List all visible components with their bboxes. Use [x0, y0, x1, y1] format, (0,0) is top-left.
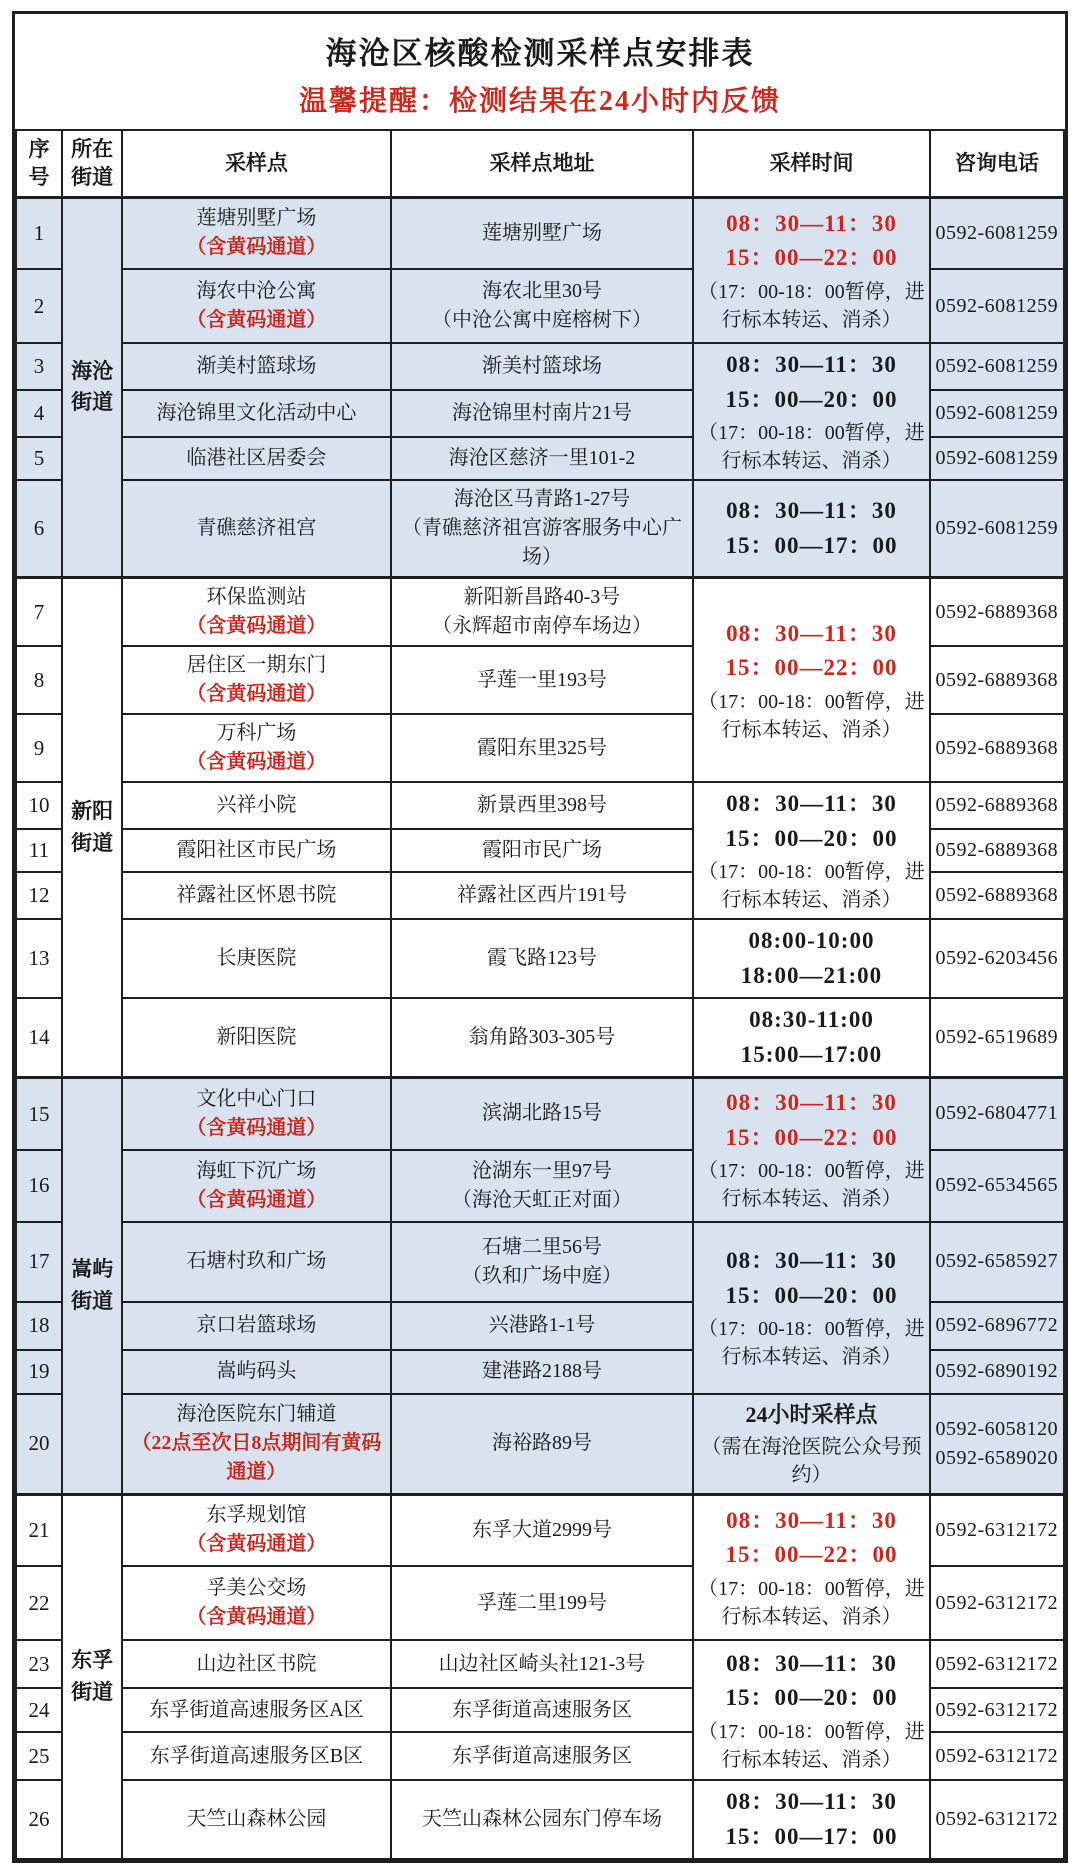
sampling-time: 08：30—11：30 15：00—17：00: [693, 1780, 929, 1859]
sampling-time: 08：30—11：30 15：00—20：00 （17：00-18：00暂停，进行标本转运、消杀）: [693, 1222, 929, 1394]
phone-number: 0592-6896772: [930, 1302, 1064, 1350]
phone-number: 0592-6312172: [930, 1494, 1064, 1566]
row-number: 13: [16, 919, 62, 998]
row-number: 23: [16, 1640, 62, 1688]
sampling-time: 08：30—11：30 15：00—22：00 （17：00-18：00暂停，进行标本转运、消杀）: [693, 1494, 929, 1640]
row-number: 21: [16, 1494, 62, 1566]
page-title: 海沧区核酸检测采样点安排表: [325, 36, 755, 71]
site-name: 海虹下沉广场 （含黄码通道）: [122, 1150, 391, 1222]
yellow-code-note: （含黄码通道）: [186, 1116, 327, 1139]
col-header-time: 采样时间: [693, 130, 929, 197]
site-name: 环保监测站 （含黄码通道）: [122, 578, 391, 647]
phone-number: 0592-6804771: [930, 1078, 1064, 1150]
notice-subtitle: 温馨提醒：检测结果在24小时内反馈: [298, 86, 781, 117]
site-address: 山边社区崎头社121-3号: [391, 1640, 694, 1688]
site-address: 海沧区马青路1-27号 （青礁慈济祖宫游客服务中心广场）: [391, 480, 694, 578]
sampling-time: 08：30—11：30 15：00—20：00 （17：00-18：00暂停，进行标本转运、消杀）: [693, 782, 929, 919]
phone-number: 0592-6312172: [930, 1688, 1064, 1732]
col-header-address: 采样点地址: [391, 130, 694, 197]
street-group-label: 东孚街道: [62, 1494, 122, 1859]
sampling-table: [15, 129, 1065, 1860]
site-name: 临港社区居委会: [122, 437, 391, 480]
time-suspend-note: （17：00-18：00暂停，进行标本转运、消杀）: [698, 861, 925, 912]
street-group-label: 海沧街道: [62, 197, 122, 578]
yellow-code-note: （含黄码通道）: [186, 751, 327, 774]
table-row: [16, 578, 1064, 647]
table-row: [16, 919, 1064, 998]
site-name: 海农中沧公寓 （含黄码通道）: [122, 269, 391, 343]
yellow-code-note: （含黄码通道）: [186, 309, 327, 332]
site-name: 兴祥小院: [122, 782, 391, 829]
phone-number: 0592-6312172: [930, 1732, 1064, 1780]
table-row: [16, 1780, 1064, 1859]
table-row: [16, 1494, 1064, 1566]
site-address: 海沧区慈济一里101-2: [391, 437, 694, 480]
yellow-code-note: （含黄码通道）: [186, 1188, 327, 1211]
row-number: 22: [16, 1566, 62, 1640]
row-number: 8: [16, 646, 62, 714]
site-name: 山边社区书院: [122, 1640, 391, 1688]
site-name: 万科广场 （含黄码通道）: [122, 714, 391, 782]
site-address: 天竺山森林公园东门停车场: [391, 1780, 694, 1859]
yellow-code-note: （含黄码通道）: [186, 683, 327, 706]
phone-number: 0592-6081259: [930, 269, 1064, 343]
col-header-no: 序号: [16, 130, 62, 197]
site-address: 海农北里30号 （中沧公寓中庭榕树下）: [391, 269, 694, 343]
row-number: 4: [16, 390, 62, 437]
phone-number: 0592-6889368: [930, 578, 1064, 647]
site-address: 霞阳东里325号: [391, 714, 694, 782]
site-name: 长庚医院: [122, 919, 391, 998]
site-address: 东孚街道高速服务区: [391, 1732, 694, 1780]
table-row: [16, 1394, 1064, 1494]
site-name: 渐美村篮球场: [122, 343, 391, 390]
phone-number: 0592-6081259: [930, 480, 1064, 578]
phone-number: 0592-6889368: [930, 782, 1064, 829]
time-suspend-note: （17：00-18：00暂停，进行标本转运、消杀）: [698, 280, 925, 331]
row-number: 12: [16, 872, 62, 919]
site-address: 东孚大道2999号: [391, 1494, 694, 1566]
site-address: 建港路2188号: [391, 1350, 694, 1394]
phone-number: 0592-6889368: [930, 829, 1064, 872]
row-number: 1: [16, 197, 62, 269]
row-number: 2: [16, 269, 62, 343]
row-number: 9: [16, 714, 62, 782]
table-row: [16, 480, 1064, 578]
row-number: 14: [16, 998, 62, 1078]
phone-number: 0592-6890192: [930, 1350, 1064, 1394]
table-row: [16, 343, 1064, 390]
phone-number: 0592-6312172: [930, 1640, 1064, 1688]
site-name: 海沧锦里文化活动中心: [122, 390, 391, 437]
site-address: 孚莲二里199号: [391, 1566, 694, 1640]
row-number: 17: [16, 1222, 62, 1302]
site-name: 天竺山森林公园: [122, 1780, 391, 1859]
site-address: 新阳新昌路40-3号 （永辉超市南停车场边）: [391, 578, 694, 647]
site-address: 石塘二里56号 （玖和广场中庭）: [391, 1222, 694, 1302]
phone-number: 0592-6889368: [930, 714, 1064, 782]
yellow-code-note: （含黄码通道）: [186, 615, 327, 638]
table-row: [16, 1222, 1064, 1302]
site-address: 新景西里398号: [391, 782, 694, 829]
site-name: 孚美公交场 （含黄码通道）: [122, 1566, 391, 1640]
table-row: [16, 998, 1064, 1078]
sampling-time: 08:00-10:00 18:00—21:00: [693, 919, 929, 998]
table-row: [16, 782, 1064, 829]
row-number: 26: [16, 1780, 62, 1859]
sampling-time: 08:30-11:00 15:00—17:00: [693, 998, 929, 1078]
row-number: 16: [16, 1150, 62, 1222]
site-address: 东孚街道高速服务区: [391, 1688, 694, 1732]
street-group-label: 新阳街道: [62, 578, 122, 1078]
phone-number: 0592-6889368: [930, 872, 1064, 919]
col-header-street: 所在街道: [62, 130, 122, 197]
site-name: 文化中心门口 （含黄码通道）: [122, 1078, 391, 1150]
site-address: 沧湖东一里97号 （海沧天虹正对面）: [391, 1150, 694, 1222]
sampling-time: 08：30—11：30 15：00—22：00 （17：00-18：00暂停，进行标本转运、消杀）: [693, 1078, 929, 1222]
phone-number: 0592-6058120 0592-6589020: [930, 1394, 1064, 1494]
site-address: 霞飞路123号: [391, 919, 694, 998]
phone-number: 0592-6312172: [930, 1780, 1064, 1859]
site-name: 海沧医院东门辅道 （22点至次日8点期间有黄码通道）: [122, 1394, 391, 1494]
site-name: 居住区一期东门 （含黄码通道）: [122, 646, 391, 714]
row-number: 5: [16, 437, 62, 480]
time-suspend-note: （17：00-18：00暂停，进行标本转运、消杀）: [698, 1160, 925, 1211]
phone-number: 0592-6081259: [930, 343, 1064, 390]
phone-number: 0592-6889368: [930, 646, 1064, 714]
site-address: 莲塘别墅广场: [391, 197, 694, 269]
yellow-code-note: （22点至次日8点期间有黄码通道）: [131, 1432, 382, 1484]
site-name: 京口岩篮球场: [122, 1302, 391, 1350]
site-address: 翁角路303-305号: [391, 998, 694, 1078]
site-address: 霞阳市民广场: [391, 829, 694, 872]
row-number: 15: [16, 1078, 62, 1150]
site-name: 莲塘别墅广场 （含黄码通道）: [122, 197, 391, 269]
header-row: [16, 130, 1064, 197]
row-number: 25: [16, 1732, 62, 1780]
yellow-code-note: （含黄码通道）: [186, 1533, 327, 1556]
sampling-time: 08：30—11：30 15：00—20：00 （17：00-18：00暂停，进行标本转运、消杀）: [693, 343, 929, 480]
appointment-note: （需在海沧医院公众号预约）: [701, 1435, 922, 1486]
row-number: 18: [16, 1302, 62, 1350]
row-number: 19: [16, 1350, 62, 1394]
phone-number: 0592-6081259: [930, 197, 1064, 269]
yellow-code-note: （含黄码通道）: [186, 1606, 327, 1629]
phone-number: 0592-6312172: [930, 1566, 1064, 1640]
site-address: 祥露社区西片191号: [391, 872, 694, 919]
site-name: 青礁慈济祖宫: [122, 480, 391, 578]
time-suspend-note: （17：00-18：00暂停，进行标本转运、消杀）: [698, 1577, 925, 1628]
time-suspend-note: （17：00-18：00暂停，进行标本转运、消杀）: [698, 1318, 925, 1369]
sampling-time: 24小时采样点 （需在海沧医院公众号预约）: [693, 1394, 929, 1494]
notice-sheet: [12, 11, 1068, 1863]
phone-number: 0592-6081259: [930, 437, 1064, 480]
table-row: [16, 197, 1064, 269]
time-suspend-note: （17：00-18：00暂停，进行标本转运、消杀）: [698, 422, 925, 473]
site-name: 祥露社区怀恩书院: [122, 872, 391, 919]
row-number: 11: [16, 829, 62, 872]
site-address: 渐美村篮球场: [391, 343, 694, 390]
site-name: 嵩屿码头: [122, 1350, 391, 1394]
sampling-time: 08：30—11：30 15：00—20：00 （17：00-18：00暂停，进行标本转运、消杀）: [693, 1640, 929, 1780]
phone-number: 0592-6203456: [930, 919, 1064, 998]
col-header-site: 采样点: [122, 130, 391, 197]
phone-number: 0592-6081259: [930, 390, 1064, 437]
row-number: 10: [16, 782, 62, 829]
site-name: 霞阳社区市民广场: [122, 829, 391, 872]
row-number: 6: [16, 480, 62, 578]
site-address: 兴港路1-1号: [391, 1302, 694, 1350]
table-row: [16, 1640, 1064, 1688]
sampling-time: 08：30—11：30 15：00—22：00 （17：00-18：00暂停，进行标本转运、消杀）: [693, 197, 929, 343]
time-suspend-note: （17：00-18：00暂停，进行标本转运、消杀）: [698, 690, 925, 741]
site-name: 石塘村玖和广场: [122, 1222, 391, 1302]
site-address: 滨湖北路15号: [391, 1078, 694, 1150]
phone-number: 0592-6519689: [930, 998, 1064, 1078]
table-row: [16, 1078, 1064, 1150]
sampling-time: 08：30—11：30 15：00—17：00: [693, 480, 929, 578]
street-group-label: 嵩屿街道: [62, 1078, 122, 1494]
row-number: 3: [16, 343, 62, 390]
row-number: 7: [16, 578, 62, 647]
row-number: 24: [16, 1688, 62, 1732]
site-name: 新阳医院: [122, 998, 391, 1078]
sampling-time: 08：30—11：30 15：00—22：00 （17：00-18：00暂停，进行标本转运、消杀）: [693, 578, 929, 783]
yellow-code-note: （含黄码通道）: [186, 236, 327, 259]
col-header-phone: 咨询电话: [930, 130, 1064, 197]
site-name: 东孚规划馆 （含黄码通道）: [122, 1494, 391, 1566]
site-address: 海裕路89号: [391, 1394, 694, 1494]
site-name: 东孚街道高速服务区A区: [122, 1688, 391, 1732]
phone-number: 0592-6585927: [930, 1222, 1064, 1302]
site-name: 东孚街道高速服务区B区: [122, 1732, 391, 1780]
phone-number: 0592-6534565: [930, 1150, 1064, 1222]
site-address: 海沧锦里村南片21号: [391, 390, 694, 437]
time-suspend-note: （17：00-18：00暂停，进行标本转运、消杀）: [698, 1720, 925, 1771]
site-address: 孚莲一里193号: [391, 646, 694, 714]
row-number: 20: [16, 1394, 62, 1494]
